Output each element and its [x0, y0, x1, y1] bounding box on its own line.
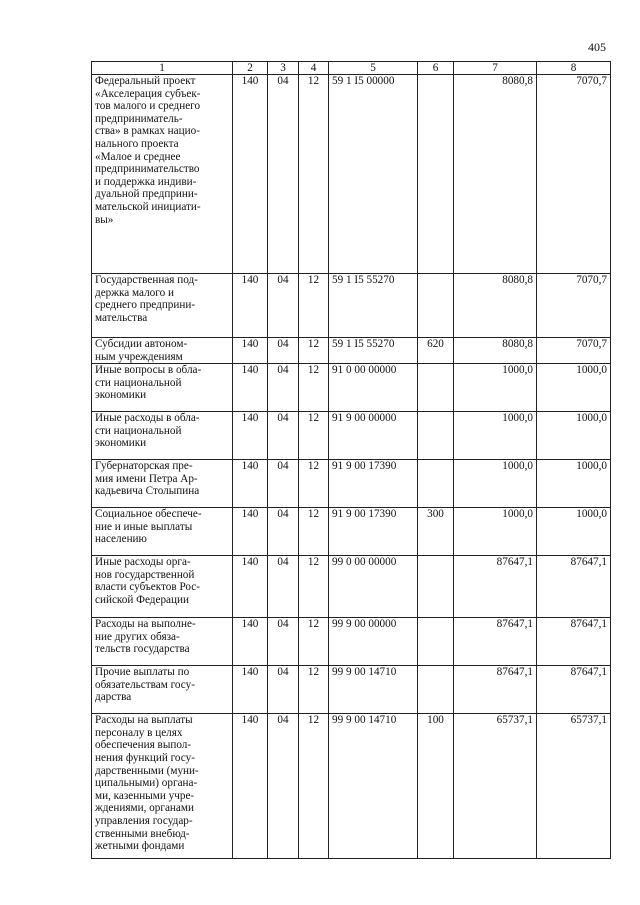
row-name-line: нов государственной	[95, 568, 195, 581]
expense-type-cell	[418, 460, 454, 508]
row-name-cell	[92, 412, 233, 460]
target-article-cell: 91 9 00 17390	[329, 508, 418, 556]
row-name-cell	[92, 364, 233, 412]
amount-year2-cell: 7070,7	[537, 274, 611, 338]
row-name-line: ние других обяза-	[95, 630, 180, 643]
row-name-line: мательства	[95, 311, 148, 324]
section-code-cell: 04	[268, 274, 299, 338]
row-name-line: дарственными (муни-	[95, 764, 199, 777]
subsection-code-cell: 12	[299, 714, 329, 859]
expense-type-cell	[418, 556, 454, 618]
expense-type-cell	[418, 75, 454, 274]
amount-year1-cell: 87647,1	[454, 556, 537, 618]
row-name-line: ципальными) органа-	[95, 777, 198, 790]
row-name-line: тов малого и среднего	[95, 100, 201, 113]
row-name-line: кадьевича Столыпина	[95, 485, 200, 498]
row-name-line: и поддержка индиви-	[95, 175, 197, 188]
section-code-cell: 04	[268, 618, 299, 666]
amount-year2-cell: 87647,1	[537, 556, 611, 618]
row-name-line: мия имени Петра Ар-	[95, 472, 198, 485]
row-name-line: Прочие выплаты по	[95, 666, 190, 679]
table-row	[92, 338, 611, 364]
row-name-line: персоналу в целях	[95, 726, 183, 739]
chapter-code-cell: 140	[233, 412, 268, 460]
row-name-line: власти субъектов Рос-	[95, 581, 200, 594]
row-name-line: Губернаторская пре-	[95, 460, 193, 473]
amount-year2-cell: 1000,0	[537, 412, 611, 460]
subsection-code-cell: 12	[299, 338, 329, 364]
row-name-line: держка малого и	[95, 286, 174, 299]
amount-year2-cell: 7070,7	[537, 75, 611, 274]
column-header: 2	[233, 62, 268, 75]
subsection-code-cell: 12	[299, 364, 329, 412]
expense-type-cell	[418, 364, 454, 412]
table-row	[92, 274, 611, 338]
target-article-cell: 59 1 I5 55270	[329, 338, 418, 364]
amount-year2-cell: 65737,1	[537, 714, 611, 859]
table-row	[92, 412, 611, 460]
target-article-cell: 59 1 I5 00000	[329, 75, 418, 274]
expense-type-cell: 300	[418, 508, 454, 556]
row-name-line: ным учреждениям	[95, 350, 183, 363]
subsection-code-cell: 12	[299, 508, 329, 556]
target-article-cell: 91 9 00 00000	[329, 412, 418, 460]
amount-year1-cell: 65737,1	[454, 714, 537, 859]
target-article-cell: 99 9 00 00000	[329, 618, 418, 666]
column-header: 4	[299, 62, 329, 75]
row-name-cell	[92, 714, 233, 859]
table-row	[92, 618, 611, 666]
section-code-cell: 04	[268, 364, 299, 412]
row-name-line: населению	[95, 533, 147, 546]
row-name-line: Расходы на выполне-	[95, 618, 196, 631]
section-code-cell: 04	[268, 460, 299, 508]
row-name-line: мательской инициати-	[95, 200, 201, 213]
row-name-line: Государственная под-	[95, 274, 198, 286]
expense-type-cell	[418, 666, 454, 714]
row-name-line: ждениями, органами	[95, 802, 194, 815]
expense-type-cell: 100	[418, 714, 454, 859]
target-article-cell: 91 0 00 00000	[329, 364, 418, 412]
section-code-cell: 04	[268, 556, 299, 618]
row-name-line: дарства	[95, 691, 132, 704]
amount-year1-cell: 8080,8	[454, 338, 537, 364]
chapter-code-cell: 140	[233, 666, 268, 714]
column-header: 8	[537, 62, 611, 75]
amount-year1-cell: 8080,8	[454, 75, 537, 274]
amount-year2-cell: 1000,0	[537, 508, 611, 556]
section-code-cell: 04	[268, 666, 299, 714]
chapter-code-cell: 140	[233, 618, 268, 666]
amount-year2-cell: 1000,0	[537, 364, 611, 412]
target-article-cell: 99 9 00 14710	[329, 714, 418, 859]
row-name-line: экономики	[95, 389, 147, 402]
row-name-cell	[92, 338, 233, 364]
target-article-cell: 99 0 00 00000	[329, 556, 418, 618]
table-row	[92, 666, 611, 714]
column-header: 1	[92, 62, 233, 75]
chapter-code-cell: 140	[233, 556, 268, 618]
row-name-line: среднего предприни-	[95, 299, 196, 312]
column-header: 3	[268, 62, 299, 75]
row-name-line: «Малое и среднее	[95, 150, 181, 163]
expense-type-cell	[418, 274, 454, 338]
row-name-line: сти национальной	[95, 424, 182, 437]
amount-year2-cell: 7070,7	[537, 338, 611, 364]
row-name-line: Расходы на выплаты	[95, 714, 193, 727]
row-name-cell	[92, 460, 233, 508]
chapter-code-cell: 140	[233, 460, 268, 508]
row-name-line: предприниматель-	[95, 112, 183, 125]
subsection-code-cell: 12	[299, 75, 329, 274]
chapter-code-cell: 140	[233, 508, 268, 556]
row-name-line: обеспечения выпол-	[95, 739, 192, 752]
table-row	[92, 508, 611, 556]
chapter-code-cell: 140	[233, 364, 268, 412]
table-row	[92, 556, 611, 618]
row-name-line: ственными внебюд-	[95, 827, 190, 840]
amount-year1-cell: 87647,1	[454, 666, 537, 714]
row-name-cell	[92, 556, 233, 618]
amount-year2-cell: 1000,0	[537, 460, 611, 508]
target-article-cell: 99 9 00 14710	[329, 666, 418, 714]
budget-table	[91, 61, 611, 859]
row-name-line: «Акселерация субъек-	[95, 87, 201, 100]
table-row	[92, 714, 611, 859]
section-code-cell: 04	[268, 338, 299, 364]
row-name-line: нения функций госу-	[95, 751, 195, 764]
row-name-line: Федеральный проект	[95, 75, 196, 87]
column-header: 6	[418, 62, 454, 75]
row-name-line: сийской Федерации	[95, 593, 189, 606]
amount-year1-cell: 1000,0	[454, 412, 537, 460]
section-code-cell: 04	[268, 508, 299, 556]
row-name-line: ми, казенными учре-	[95, 789, 195, 802]
row-name-line: ние и иные выплаты	[95, 520, 193, 533]
row-name-line: ства» в рамках нацио-	[95, 125, 200, 138]
table-body	[92, 75, 611, 859]
subsection-code-cell: 12	[299, 460, 329, 508]
chapter-code-cell: 140	[233, 274, 268, 338]
row-name-line: обязательствам госу-	[95, 678, 195, 691]
row-name-line: управления государ-	[95, 814, 193, 827]
chapter-code-cell: 140	[233, 338, 268, 364]
subsection-code-cell: 12	[299, 618, 329, 666]
column-header: 5	[329, 62, 418, 75]
row-name-line: тельств государства	[95, 643, 190, 656]
row-name-line: Иные расходы орга-	[95, 556, 191, 569]
subsection-code-cell: 12	[299, 556, 329, 618]
expense-type-cell: 620	[418, 338, 454, 364]
chapter-code-cell: 140	[233, 714, 268, 859]
row-name-line: дуальной предприни-	[95, 188, 198, 201]
subsection-code-cell: 12	[299, 274, 329, 338]
section-code-cell: 04	[268, 412, 299, 460]
row-name-line: Социальное обеспече-	[95, 508, 202, 521]
amount-year2-cell: 87647,1	[537, 666, 611, 714]
column-header: 7	[454, 62, 537, 75]
row-name-line: вы»	[95, 213, 114, 226]
amount-year1-cell: 8080,8	[454, 274, 537, 338]
chapter-code-cell: 140	[233, 75, 268, 274]
row-name-cell	[92, 274, 233, 338]
section-code-cell: 04	[268, 75, 299, 274]
row-name-line: Субсидии автоном-	[95, 338, 188, 350]
amount-year1-cell: 1000,0	[454, 508, 537, 556]
row-name-line: предпринимательство	[95, 163, 200, 176]
amount-year2-cell: 87647,1	[537, 618, 611, 666]
row-name-cell	[92, 508, 233, 556]
subsection-code-cell: 12	[299, 666, 329, 714]
row-name-line: Иные расходы в обла-	[95, 412, 200, 425]
page-number: 405	[588, 40, 606, 54]
table-header-row	[92, 62, 611, 75]
section-code-cell: 04	[268, 714, 299, 859]
expense-type-cell	[418, 618, 454, 666]
row-name-cell	[92, 666, 233, 714]
amount-year1-cell: 87647,1	[454, 618, 537, 666]
row-name-line: жетными фондами	[95, 840, 185, 853]
row-name-line: нального проекта	[95, 137, 179, 150]
row-name-line: сти национальной	[95, 376, 182, 389]
row-name-line: Иные вопросы в обла-	[95, 364, 202, 377]
expense-type-cell	[418, 412, 454, 460]
target-article-cell: 91 9 00 17390	[329, 460, 418, 508]
table-row	[92, 364, 611, 412]
table-row	[92, 460, 611, 508]
amount-year1-cell: 1000,0	[454, 364, 537, 412]
row-name-line: экономики	[95, 437, 147, 450]
table-row	[92, 75, 611, 274]
target-article-cell: 59 1 I5 55270	[329, 274, 418, 338]
row-name-cell	[92, 75, 233, 274]
amount-year1-cell: 1000,0	[454, 460, 537, 508]
subsection-code-cell: 12	[299, 412, 329, 460]
row-name-cell	[92, 618, 233, 666]
